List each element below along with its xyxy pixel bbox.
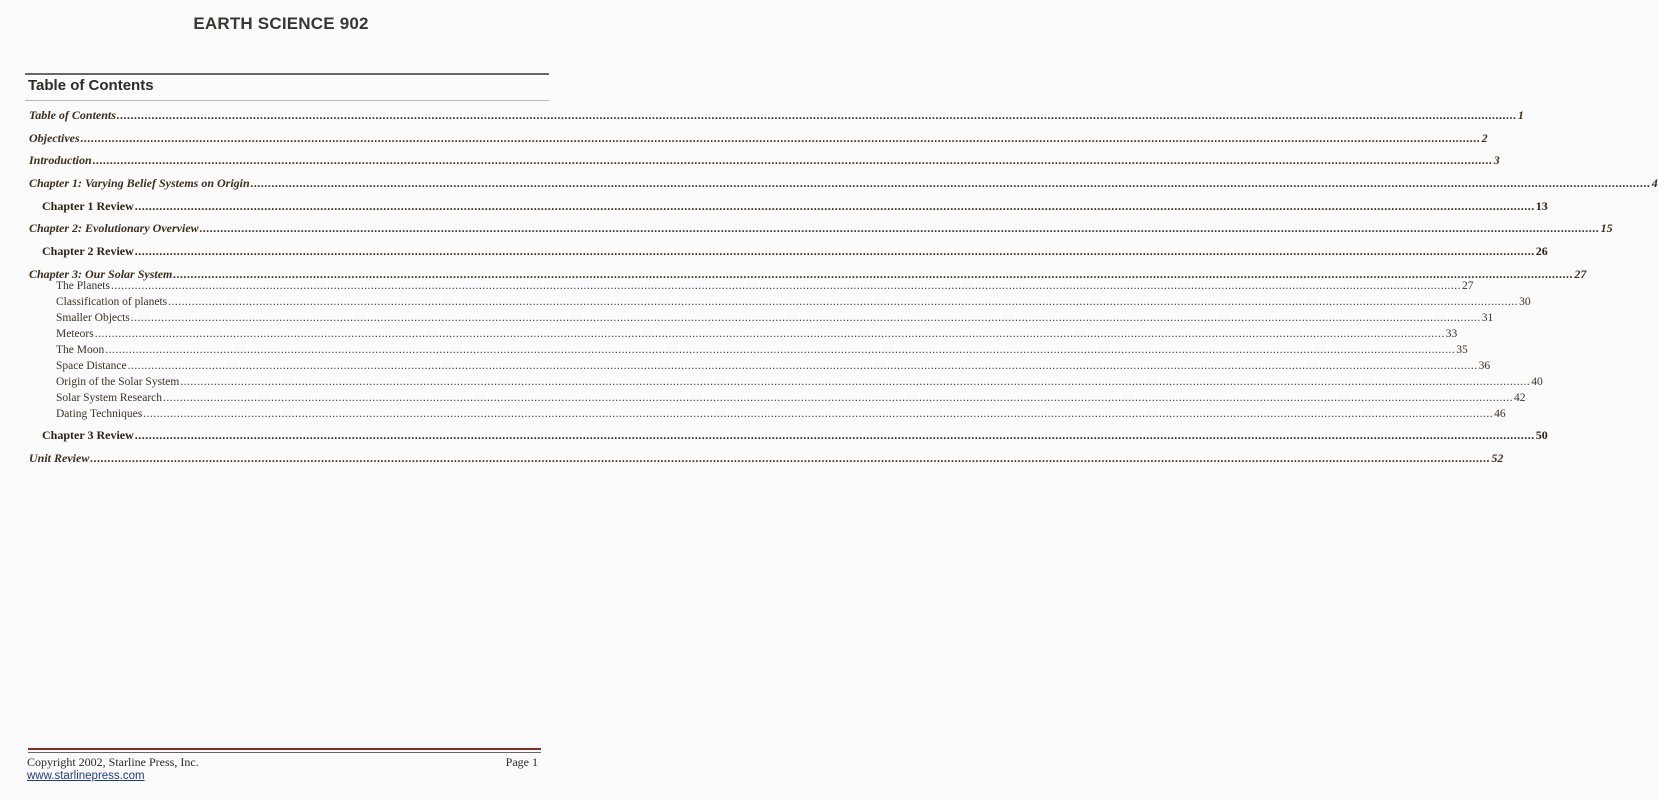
- toc-entry-page: 31: [1481, 312, 1494, 324]
- toc-entry-label: Meteors: [56, 328, 94, 340]
- toc-entry: [29, 131, 1488, 146]
- toc-entry: [56, 296, 1531, 308]
- toc-entry: [42, 199, 1548, 214]
- toc-entry-label: Origin of the Solar System: [56, 376, 180, 388]
- toc-entry: [56, 376, 1543, 388]
- dot-leader: ................................................................................................................................................................................................................................................................................................................................................................................................................: [134, 428, 1535, 442]
- toc-entry-label: Chapter 2 Review: [42, 244, 134, 258]
- toc-entry-label: Objectives: [29, 131, 80, 145]
- toc-entry-label: Chapter 3: Our Solar System: [29, 267, 173, 281]
- toc-entry-page: 46: [1494, 408, 1506, 420]
- toc-entry-page: 13: [1535, 199, 1548, 213]
- toc-entry-label: Chapter 2: Evolutionary Overview: [29, 221, 199, 235]
- toc-entry: [56, 312, 1494, 324]
- toc-entry-page: 2: [1481, 131, 1488, 145]
- toc-entry: [29, 153, 1500, 168]
- toc-entry-label: Introduction: [29, 153, 92, 167]
- toc-entry-page: 27: [1574, 267, 1587, 281]
- toc-entry: [56, 360, 1491, 372]
- dot-leader: ................................................................................................................................................................................................................................................................................................................................................................................................................: [127, 360, 1478, 372]
- document-title: EARTH SCIENCE 902: [193, 14, 369, 33]
- dot-leader: ................................................................................................................................................................................................................................................................................................................................................................................................................: [199, 221, 1600, 235]
- toc-entry: [56, 392, 1526, 404]
- toc-entry-label: The Planets: [56, 280, 110, 292]
- dot-leader: ................................................................................................................................................................................................................................................................................................................................................................................................................: [92, 153, 1493, 167]
- website-link[interactable]: www.starlinepress.com: [27, 770, 145, 782]
- toc-entry-label: Dating Techniques: [56, 408, 143, 420]
- page-number: Page 1: [505, 755, 538, 769]
- toc-entry: [56, 408, 1506, 420]
- toc-entry-page: 3: [1493, 153, 1500, 167]
- dot-leader: ................................................................................................................................................................................................................................................................................................................................................................................................................: [134, 244, 1535, 258]
- dot-leader: ................................................................................................................................................................................................................................................................................................................................................................................................................: [80, 131, 1481, 145]
- toc-entry-page: 33: [1445, 328, 1458, 340]
- toc-entry-label: Unit Review: [29, 451, 90, 465]
- dot-leader: ................................................................................................................................................................................................................................................................................................................................................................................................................: [105, 344, 1456, 356]
- toc-entry-page: 42: [1514, 392, 1526, 404]
- toc-entry: [56, 328, 1458, 340]
- toc-entry-label: Chapter 1 Review: [42, 199, 134, 213]
- toc-entry-page: 50: [1535, 428, 1548, 442]
- toc-entry-label: Smaller Objects: [56, 312, 130, 324]
- toc-entry: [29, 108, 1524, 123]
- toc-entry-page: 30: [1519, 296, 1531, 308]
- dot-leader: ................................................................................................................................................................................................................................................................................................................................................................................................................: [134, 199, 1535, 213]
- toc-entry-page: 15: [1600, 221, 1613, 235]
- footer-rule: [28, 752, 541, 753]
- toc-entry-label: Classification of planets: [56, 296, 168, 308]
- toc-entry-page: 26: [1535, 244, 1548, 258]
- toc-entry-page: 1: [1517, 108, 1524, 122]
- toc-entry-label: Table of Contents: [29, 108, 116, 122]
- heading-bottom-rule: [25, 100, 549, 101]
- dot-leader: ................................................................................................................................................................................................................................................................................................................................................................................................................: [116, 108, 1517, 122]
- toc-entry: [29, 176, 1658, 191]
- toc-entry-page: 36: [1478, 360, 1491, 372]
- toc-entry-label: The Moon: [56, 344, 105, 356]
- toc-entry-label: Chapter 3 Review: [42, 428, 134, 442]
- toc-entry-label: Chapter 1: Varying Belief Systems on Origin: [29, 176, 250, 190]
- dot-leader: ................................................................................................................................................................................................................................................................................................................................................................................................................: [168, 296, 1519, 308]
- toc-entry-label: Space Distance: [56, 360, 127, 372]
- heading-top-rule: [25, 73, 549, 75]
- toc-entry-page: 35: [1456, 344, 1468, 356]
- dot-leader: ................................................................................................................................................................................................................................................................................................................................................................................................................: [143, 408, 1494, 420]
- dot-leader: ................................................................................................................................................................................................................................................................................................................................................................................................................: [130, 312, 1481, 324]
- toc-entry: [29, 451, 1504, 466]
- toc-entry: [42, 428, 1548, 443]
- dot-leader: ................................................................................................................................................................................................................................................................................................................................................................................................................: [173, 267, 1574, 281]
- toc-entry: [56, 280, 1474, 292]
- toc-entry-page: 40: [1531, 376, 1543, 388]
- dot-leader: ................................................................................................................................................................................................................................................................................................................................................................................................................: [90, 451, 1491, 465]
- dot-leader: ................................................................................................................................................................................................................................................................................................................................................................................................................: [94, 328, 1445, 340]
- dot-leader: ................................................................................................................................................................................................................................................................................................................................................................................................................: [110, 280, 1461, 292]
- toc-entry: [42, 244, 1548, 259]
- toc-entry-page: 27: [1461, 280, 1474, 292]
- toc-heading: Table of Contents: [28, 77, 154, 94]
- toc-entry-page: 4: [1651, 176, 1658, 190]
- toc-entry: [29, 221, 1613, 236]
- copyright-text: Copyright 2002, Starline Press, Inc.: [27, 755, 199, 769]
- toc-entry-page: 52: [1491, 451, 1504, 465]
- dot-leader: ................................................................................................................................................................................................................................................................................................................................................................................................................: [163, 392, 1514, 404]
- footer-accent-rule: [28, 748, 541, 750]
- dot-leader: ................................................................................................................................................................................................................................................................................................................................................................................................................: [250, 176, 1651, 190]
- toc-entry: [56, 344, 1468, 356]
- toc-entry-label: Solar System Research: [56, 392, 163, 404]
- dot-leader: ................................................................................................................................................................................................................................................................................................................................................................................................................: [180, 376, 1531, 388]
